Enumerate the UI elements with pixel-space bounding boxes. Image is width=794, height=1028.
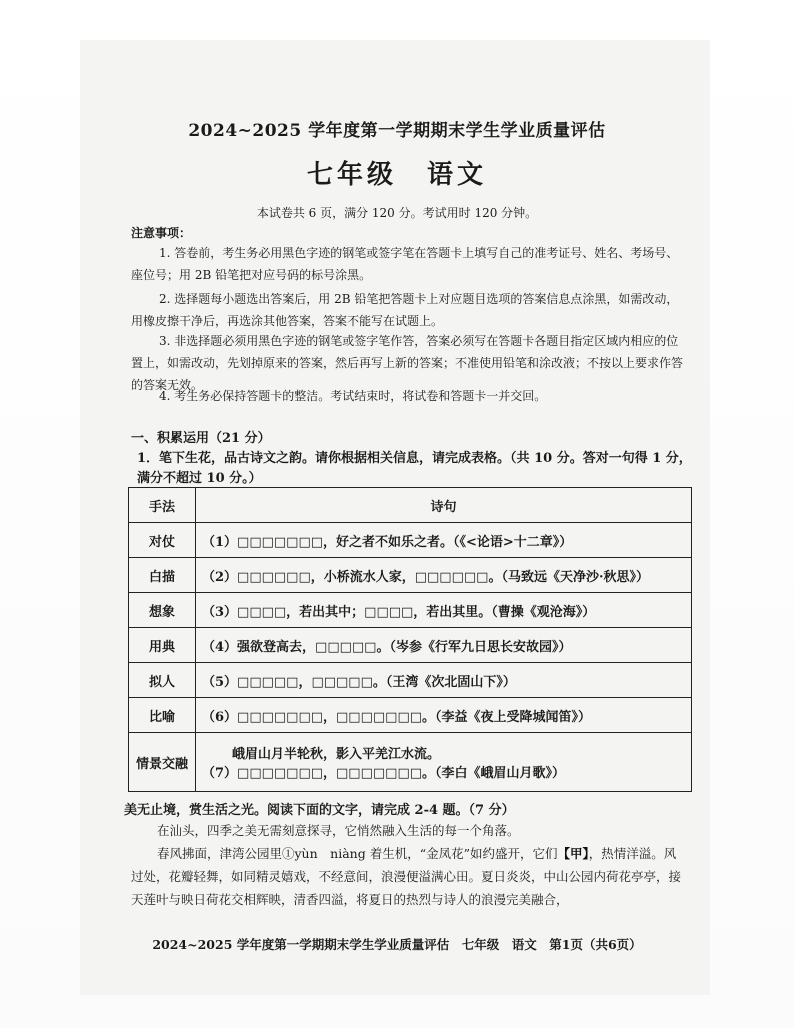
table-cell-method: 比喻 <box>129 698 196 733</box>
table-cell-method: 拟人 <box>129 663 196 698</box>
table-cell-method: 白描 <box>129 558 196 593</box>
exam-subtitle: 七年级 语文 <box>306 160 487 190</box>
table-cell-method: 情景交融 <box>129 733 196 792</box>
blank-jia: 【甲】 <box>557 846 589 861</box>
notice-item-2: 2. 选择题每小题选出答案后，用 2B 铅笔把答题卡上对应题目选项的答案信息点涂黑，如需改动，用橡皮擦干净后，再选涂其他答案，答案不能写在试题上。 <box>131 292 679 328</box>
table-header-method: 手法 <box>129 488 196 523</box>
table-row <box>129 698 692 733</box>
table-cell-line[interactable]: （2）□□□□□□，小桥流水人家，□□□□□□。（马致远《天净沙·秋思》） <box>196 558 692 593</box>
table-row <box>129 733 692 792</box>
reading-paragraph-1: 在汕头，四季之美无需刻意探寻，它悄然融入生活的每一个角落。 <box>157 823 520 838</box>
table-header-row <box>129 488 692 523</box>
exam-title: 2024~2025 学年度第一学期期末学生学业质量评估 <box>188 121 606 141</box>
table-cell-method: 对仗 <box>129 523 196 558</box>
paragraph-text-start: 春风拂面，津湾公园里①yùn niàng 着生机，“金凤花”如约盛开，它们 <box>157 846 558 861</box>
notice-heading: 注意事项： <box>131 226 192 240</box>
notice-item-1: 1. 答卷前，考生务必用黑色字迹的钢笔或签字笔在答题卡上填写自己的准考证号、姓名、考场号、座位号；用 2B 铅笔把对应号码的标号涂黑。 <box>131 246 679 282</box>
table-cell-line[interactable]: （5）□□□□□，□□□□□。（王湾《次北固山下》） <box>196 663 692 698</box>
notice-item-3: 3. 非选择题必须用黑色字迹的钢笔或签字笔作答，答案必须写在答题卡各题目指定区域内相应的位置上，如需改动，先划掉原来的答案，然后再写上新的答案；不准使用铅笔和涂改液；不按以上要求作答的答案无效。 <box>131 334 684 392</box>
table-header-line: 诗句 <box>196 488 692 523</box>
question-1: 1．笔下生花，品古诗文之韵。请你根据相关信息，请完成表格。（共 10 分。答对一句得 1 分，满分不超过 10 分。） <box>137 451 692 486</box>
table-cell-line[interactable]: （1）□□□□□□□，好之者不如乐之者。（《<论语>十二章》） <box>196 523 692 558</box>
reading-paragraph-2 <box>131 842 687 911</box>
table-cell-method: 想象 <box>129 593 196 628</box>
table-cell-line[interactable]: （4）强欲登高去，□□□□□。（岑参《行军九日思长安故园》） <box>196 628 692 663</box>
notice-item-4: 4. 考生务必保持答题卡的整洁。考试结束时，将试卷和答题卡一并交回。 <box>159 389 547 403</box>
poem-table <box>128 487 692 792</box>
table-cell-line[interactable] <box>196 733 692 792</box>
table-cell-method: 用典 <box>129 628 196 663</box>
table-row <box>129 663 692 698</box>
table-row <box>129 628 692 663</box>
table-cell-line[interactable]: （3）□□□□，若出其中；□□□□，若出其里。（曹操《观沧海》） <box>196 593 692 628</box>
poem-given-line: 峨眉山月半轮秋，影入平羌江水流。 <box>232 747 441 762</box>
poem-blank-line: （7）□□□□□□□，□□□□□□□。（李白《峨眉山月歌》） <box>202 766 566 781</box>
table-row <box>129 593 692 628</box>
exam-info: 本试卷共 6 页，满分 120 分。考试用时 120 分钟。 <box>256 206 538 220</box>
table-cell-line[interactable]: （6）□□□□□□□，□□□□□□□。（李益《夜上受降城闻笛》） <box>196 698 692 733</box>
section-2-heading: 美无止境，赏生活之光。阅读下面的文字，请完成 2-4 题。（7 分） <box>124 803 515 818</box>
section-1-heading: 一、积累运用（21 分） <box>131 431 271 446</box>
table-row <box>129 523 692 558</box>
paragraph-text-end: ，热情洋溢。风过处，花瓣轻舞，如同精灵嬉戏，不经意间，浪漫便溢满心田。夏日炎炎，中山公园内荷花亭亭，接天莲叶与映日荷花交相辉映，清香四溢，将夏日的热烈与诗人的浪漫完美融合， <box>131 846 682 907</box>
page-footer: 2024~2025 学年度第一学期期末学生学业质量评估 七年级 语文 第1页（共6页） <box>152 937 642 952</box>
table-row <box>129 558 692 593</box>
